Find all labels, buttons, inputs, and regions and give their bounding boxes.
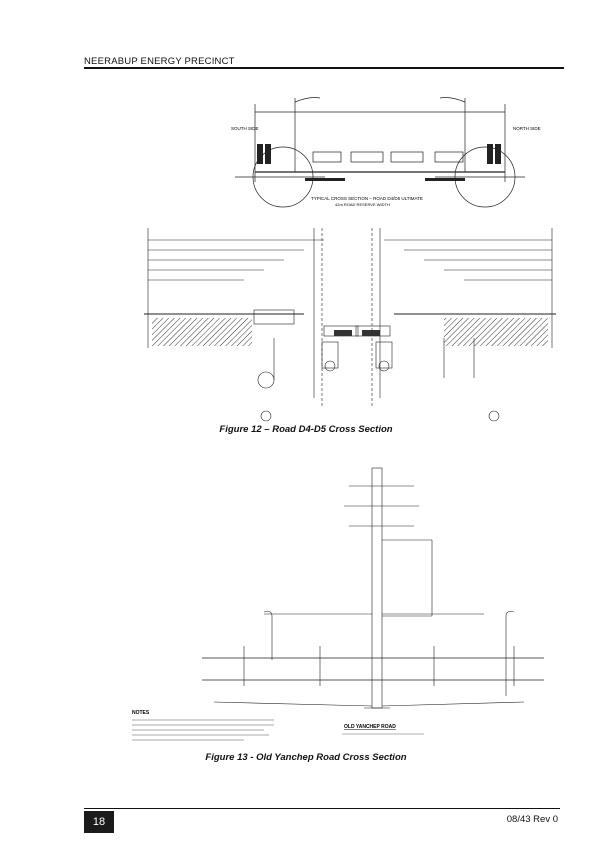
document-reference: 08/43 Rev 0 <box>506 814 558 825</box>
figure-12-top-drawing <box>195 92 555 212</box>
south-side-label: SOUTH SIDE <box>231 126 259 131</box>
figure-13-drawing <box>124 466 560 748</box>
section-title: TYPICAL CROSS SECTION – ROAD D4/D5 ULTIMATE <box>311 196 423 201</box>
figure-12-detail-drawing <box>144 218 556 430</box>
header-rule <box>84 67 564 69</box>
road-title: OLD YANCHEP ROAD <box>344 724 396 730</box>
section-subtitle: 42m ROAD RESERVE WIDTH <box>335 202 390 207</box>
north-side-label: NORTH SIDE <box>513 126 541 131</box>
figure-12-caption: Figure 12 – Road D4-D5 Cross Section <box>219 424 393 435</box>
page-number: 18 <box>84 811 114 833</box>
page-header-title: NEERABUP ENERGY PRECINCT <box>84 56 235 67</box>
figure-13-caption: Figure 13 - Old Yanchep Road Cross Section <box>205 752 407 763</box>
notes-title: NOTES <box>132 710 150 716</box>
footer-rule <box>84 808 560 809</box>
